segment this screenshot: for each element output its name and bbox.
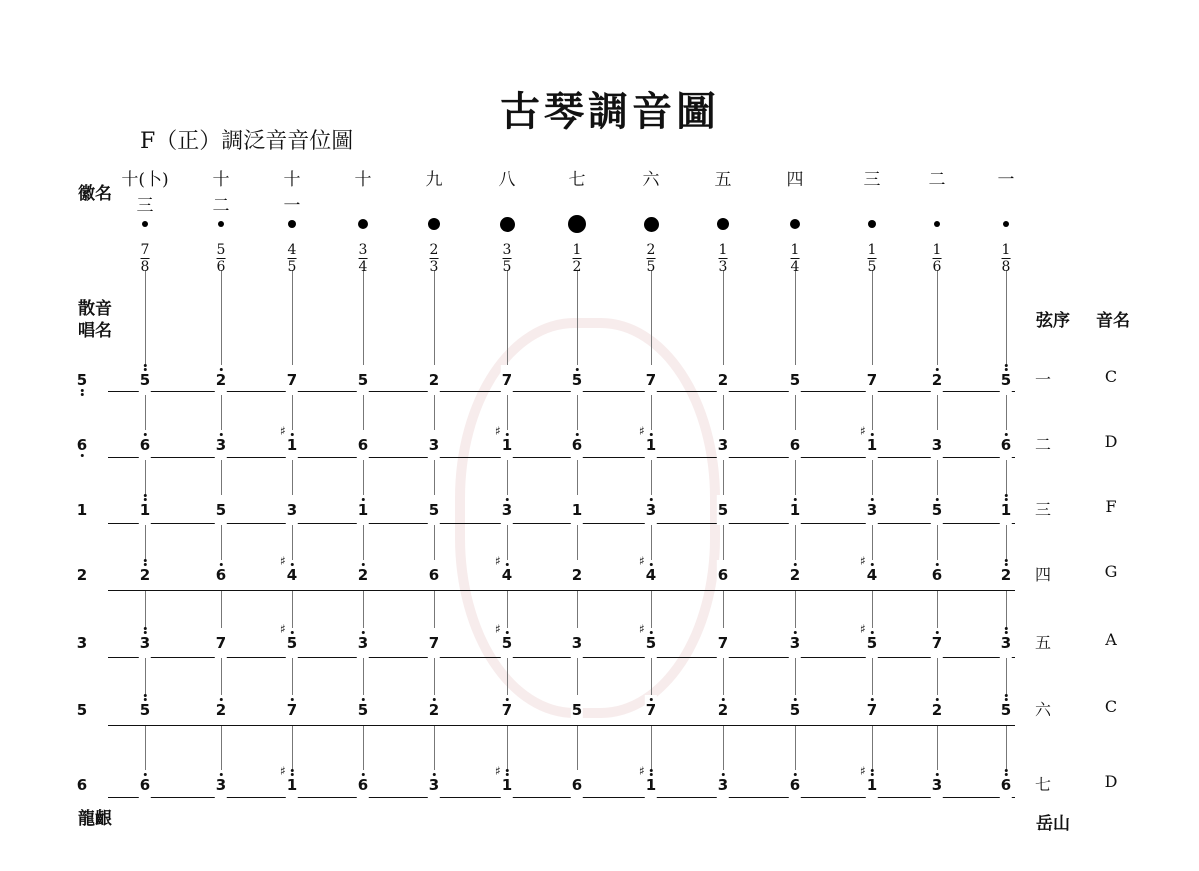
- harmonic-note: 3: [357, 628, 369, 658]
- note-name: A: [1105, 630, 1117, 649]
- string-order: 二: [1034, 435, 1052, 454]
- harmonic-note: 3: [571, 628, 583, 658]
- hui-fraction: 1 4: [790, 242, 800, 275]
- harmonic-note: 3: [428, 770, 440, 800]
- hui-fraction: 3 5: [502, 242, 512, 275]
- string-order-label: 弦序: [1036, 311, 1070, 331]
- harmonic-note: 7: [501, 695, 513, 725]
- hui-name: 十 一: [283, 170, 301, 216]
- harmonic-note: ♯ 1: [286, 430, 298, 460]
- harmonic-note: 7: [866, 695, 878, 725]
- harmonic-note: ♯ 5: [866, 628, 878, 658]
- harmonic-note: ♯ 5: [286, 628, 298, 658]
- hui-fraction: 3 4: [358, 242, 368, 275]
- harmonic-note: 2: [215, 695, 227, 725]
- hui-dot: [1003, 221, 1009, 227]
- harmonic-note: 7: [215, 628, 227, 658]
- hui-name: 二: [928, 170, 946, 190]
- string-line: [108, 797, 1015, 798]
- harmonic-note: 3: [866, 495, 878, 525]
- page-title: 古琴調音圖: [500, 88, 720, 135]
- harmonic-note: 7: [428, 628, 440, 658]
- harmonic-note: 7: [931, 628, 943, 658]
- harmonic-note: ♯ 5: [501, 628, 513, 658]
- harmonic-note: 5: [1000, 695, 1012, 725]
- harmonic-note: 5: [571, 365, 583, 395]
- harmonic-note: 1: [571, 495, 583, 525]
- harmonic-note: 5: [139, 365, 151, 395]
- harmonic-note: 2: [1000, 560, 1012, 590]
- harmonic-note: 5: [139, 695, 151, 725]
- harmonic-note: 5: [789, 365, 801, 395]
- string-line: [108, 457, 1015, 458]
- harmonic-note: 2: [931, 695, 943, 725]
- harmonic-note: 6: [789, 770, 801, 800]
- harmonic-note: 1: [1000, 495, 1012, 525]
- longyin-label: 龍齦: [78, 809, 112, 829]
- harmonic-note: 5: [1000, 365, 1012, 395]
- harmonic-note: ♯ 4: [286, 560, 298, 590]
- hui-name: 十 二: [212, 170, 230, 216]
- hui-dot: [934, 221, 940, 227]
- hui-dot: [218, 221, 224, 227]
- string-line: [108, 657, 1015, 658]
- note-name: F: [1105, 497, 1117, 516]
- harmonic-note: 6: [139, 770, 151, 800]
- open-note: 1: [76, 501, 88, 519]
- harmonic-note: 6: [571, 770, 583, 800]
- harmonic-note: 5: [717, 495, 729, 525]
- hui-name: 十: [354, 170, 372, 190]
- harmonic-note: 6: [571, 430, 583, 460]
- harmonic-note: 6: [717, 560, 729, 590]
- harmonic-note: 5: [357, 365, 369, 395]
- harmonic-note: 3: [931, 770, 943, 800]
- string-line: [108, 725, 1015, 726]
- harmonic-note: 6: [1000, 430, 1012, 460]
- harmonic-note: ♯ 4: [501, 560, 513, 590]
- harmonic-note: 7: [286, 365, 298, 395]
- harmonic-note: 7: [645, 695, 657, 725]
- hui-dot: [644, 217, 659, 232]
- harmonic-note: 3: [215, 770, 227, 800]
- hui-dot: [568, 215, 586, 233]
- harmonic-note: 2: [139, 560, 151, 590]
- harmonic-note: 2: [717, 365, 729, 395]
- hui-dot: [428, 218, 440, 230]
- hui-name-label: 徽名: [78, 184, 112, 204]
- chart-subtitle: F（正）調泛音音位圖: [140, 129, 354, 154]
- hui-fraction: 2 5: [646, 242, 656, 275]
- hui-name: 三: [863, 170, 881, 190]
- yueshan-label: 岳山: [1036, 814, 1070, 834]
- harmonic-note: 3: [789, 628, 801, 658]
- string-line: [108, 590, 1015, 591]
- harmonic-note: 3: [717, 430, 729, 460]
- open-note: 2: [76, 566, 88, 584]
- harmonic-note: 5: [357, 695, 369, 725]
- harmonic-note: 6: [428, 560, 440, 590]
- hui-dot: [288, 220, 296, 228]
- harmonic-note: 7: [717, 628, 729, 658]
- harmonic-note: ♯ 4: [866, 560, 878, 590]
- harmonic-note: ♯ 1: [645, 430, 657, 460]
- open-string-label: 散音: [78, 299, 112, 319]
- hui-fraction: 4 5: [287, 242, 297, 275]
- harmonic-note: 2: [428, 695, 440, 725]
- open-note: 3: [76, 634, 88, 652]
- harmonic-note: 5: [931, 495, 943, 525]
- harmonic-note: 3: [215, 430, 227, 460]
- hui-name: 九: [425, 170, 443, 190]
- hui-fraction: 1 6: [932, 242, 942, 275]
- harmonic-note: ♯ 1: [501, 770, 513, 800]
- harmonic-note: 5: [789, 695, 801, 725]
- harmonic-note: 7: [286, 695, 298, 725]
- hui-name: 一: [997, 170, 1015, 190]
- note-name: C: [1104, 367, 1118, 386]
- harmonic-note: 2: [931, 365, 943, 395]
- hui-name: 五: [714, 170, 732, 190]
- hui-dot: [358, 219, 368, 229]
- harmonic-note: 6: [1000, 770, 1012, 800]
- string-order: 三: [1034, 500, 1052, 519]
- hui-name: 十(卜) 三: [121, 170, 169, 216]
- harmonic-note: 3: [428, 430, 440, 460]
- harmonic-note: 6: [357, 430, 369, 460]
- watermark-seal: [455, 318, 720, 718]
- harmonic-note: 2: [789, 560, 801, 590]
- note-name: G: [1104, 562, 1118, 581]
- open-note: 6: [76, 776, 88, 794]
- hui-dot: [500, 217, 515, 232]
- harmonic-note: 3: [931, 430, 943, 460]
- note-name: D: [1104, 772, 1118, 791]
- harmonic-note: ♯ 1: [866, 430, 878, 460]
- hui-dot: [142, 221, 148, 227]
- hui-dot: [868, 220, 876, 228]
- string-line: [108, 391, 1015, 392]
- harmonic-note: 2: [717, 695, 729, 725]
- harmonic-note: ♯ 1: [286, 770, 298, 800]
- string-order: 四: [1034, 565, 1052, 584]
- harmonic-note: ♯ 1: [645, 770, 657, 800]
- hui-name: 四: [786, 170, 804, 190]
- harmonic-note: ♯ 5: [645, 628, 657, 658]
- harmonic-note: 2: [428, 365, 440, 395]
- harmonic-note: 3: [139, 628, 151, 658]
- harmonic-note: 1: [139, 495, 151, 525]
- harmonic-note: 6: [357, 770, 369, 800]
- open-note: 5: [76, 365, 88, 395]
- harmonic-note: 3: [286, 495, 298, 525]
- string-line: [108, 523, 1015, 524]
- open-note: 5: [76, 701, 88, 719]
- harmonic-note: 6: [789, 430, 801, 460]
- hui-fraction: 1 5: [867, 242, 877, 275]
- hui-fraction: 1 3: [718, 242, 728, 275]
- harmonic-note: 7: [645, 365, 657, 395]
- hui-fraction: 5 6: [216, 242, 226, 275]
- harmonic-note: 1: [357, 495, 369, 525]
- harmonic-note: 6: [931, 560, 943, 590]
- hui-fraction: 2 3: [429, 242, 439, 275]
- open-note: 6: [76, 430, 88, 460]
- harmonic-note: 5: [428, 495, 440, 525]
- note-name: D: [1104, 432, 1118, 451]
- harmonic-note: 7: [866, 365, 878, 395]
- harmonic-note: 3: [717, 770, 729, 800]
- harmonic-note: ♯ 1: [501, 430, 513, 460]
- hui-dot: [790, 219, 800, 229]
- harmonic-note: 2: [571, 560, 583, 590]
- note-name: C: [1104, 697, 1118, 716]
- hui-name: 七: [568, 170, 586, 190]
- harmonic-note: ♯ 4: [645, 560, 657, 590]
- harmonic-note: 6: [139, 430, 151, 460]
- note-name-label: 音名: [1096, 311, 1130, 331]
- string-order: 五: [1034, 633, 1052, 652]
- harmonic-note: 5: [215, 495, 227, 525]
- harmonic-note: 1: [789, 495, 801, 525]
- hui-fraction: 1 2: [572, 242, 582, 275]
- harmonic-note: 3: [501, 495, 513, 525]
- hui-fraction: 7 8: [140, 242, 150, 275]
- string-order: 一: [1034, 370, 1052, 389]
- harmonic-note: 3: [645, 495, 657, 525]
- harmonic-note: 6: [215, 560, 227, 590]
- string-order: 六: [1034, 700, 1052, 719]
- harmonic-note: ♯ 1: [866, 770, 878, 800]
- hui-dot: [717, 218, 729, 230]
- hui-name: 六: [642, 170, 660, 190]
- solfege-label: 唱名: [78, 321, 112, 341]
- harmonic-note: 2: [215, 365, 227, 395]
- string-order: 七: [1034, 775, 1052, 794]
- harmonic-note: 5: [571, 695, 583, 725]
- harmonic-note: 2: [357, 560, 369, 590]
- hui-name: 八: [498, 170, 516, 190]
- harmonic-note: 7: [501, 365, 513, 395]
- hui-fraction: 1 8: [1001, 242, 1011, 275]
- harmonic-note: 3: [1000, 628, 1012, 658]
